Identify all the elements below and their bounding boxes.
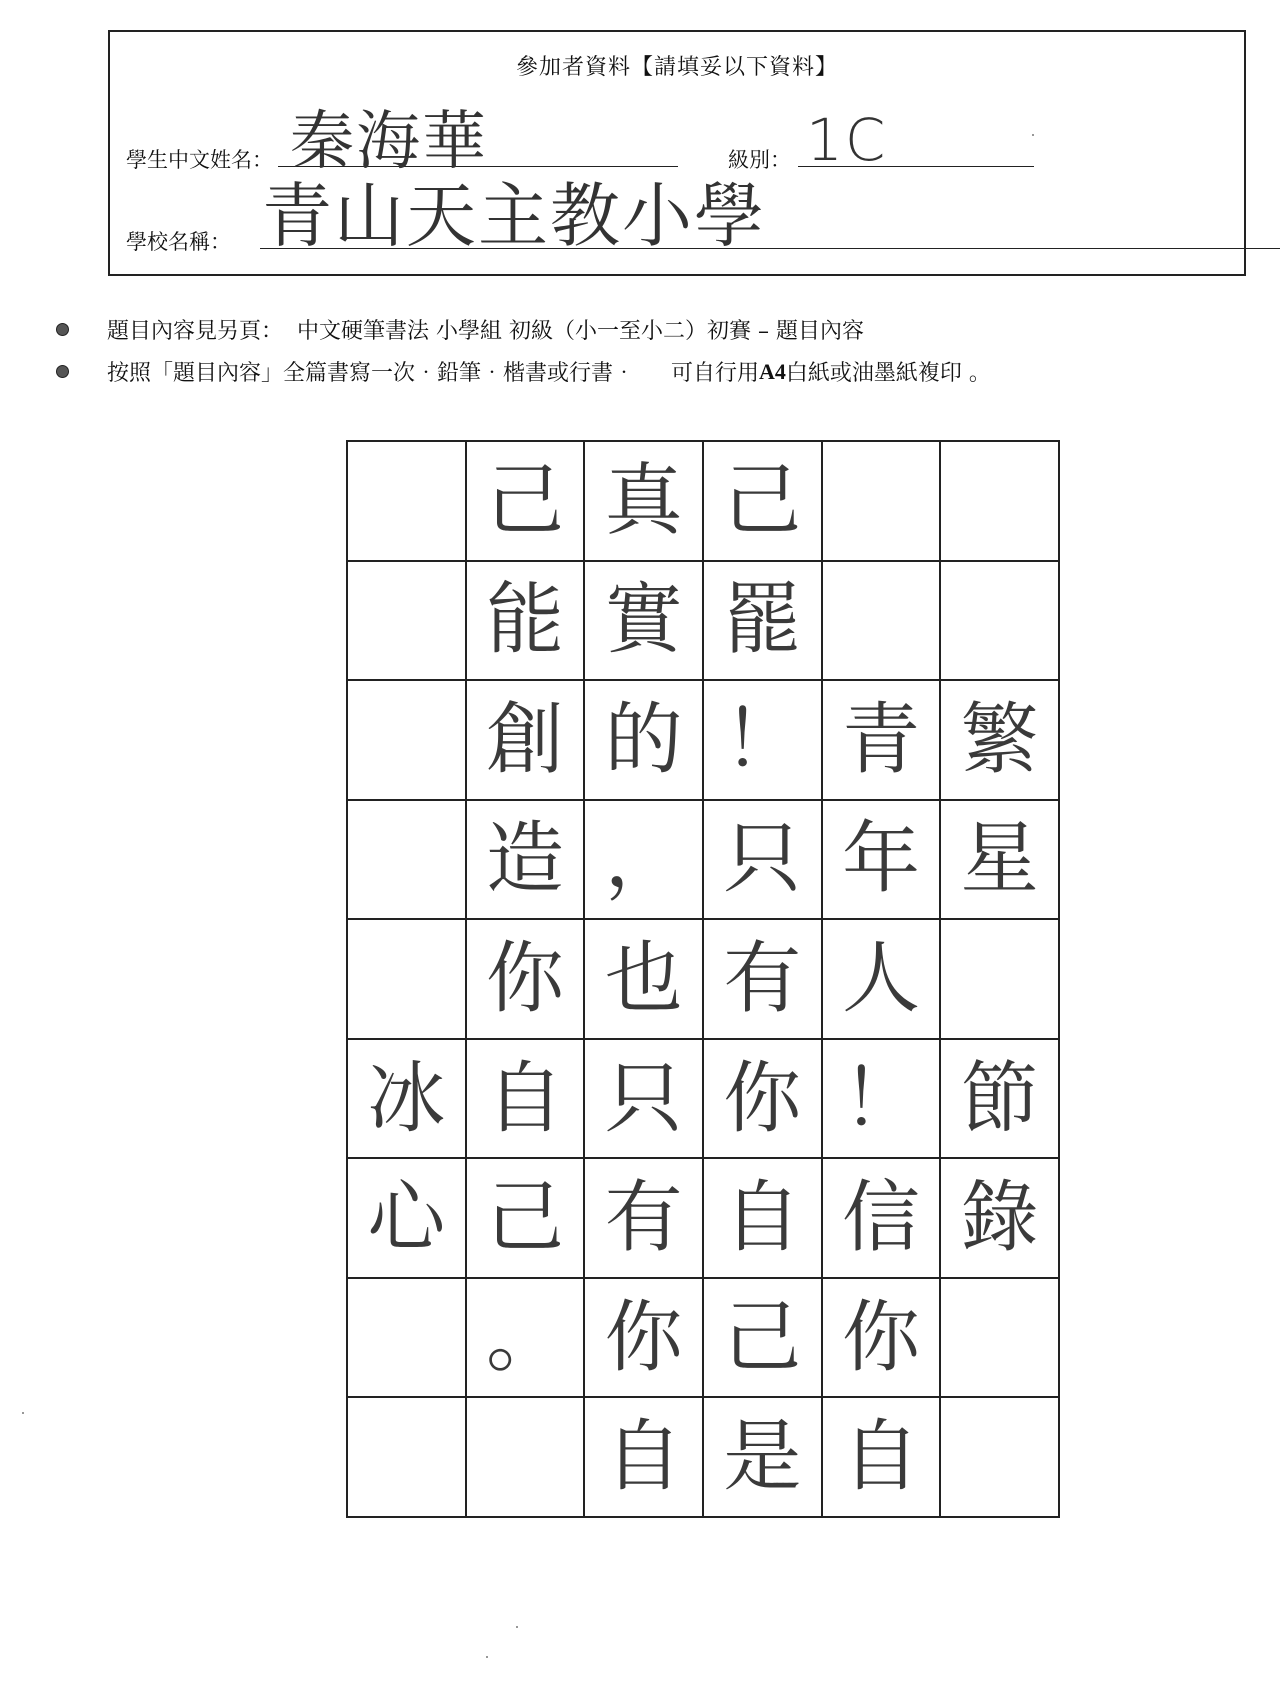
grid-cell [347,680,466,800]
grid-cell: 有 [584,1158,703,1278]
grid-cell [940,1397,1059,1517]
grid-row [347,919,1059,1039]
instruction-1-text: 中文硬筆書法 小學組 初級（小一至小二）初賽 – 題目內容 [297,319,864,344]
grid-cell: 自 [703,1158,822,1278]
grid-cell [822,561,941,681]
grid-cell: 你 [584,1278,703,1398]
scan-speck [1032,134,1034,136]
grid-cell: 能 [466,561,585,681]
grid-cell: 你 [466,919,585,1039]
grid-row [347,1278,1059,1398]
grid-cell [940,441,1059,561]
grid-cell: 星 [940,800,1059,920]
grid-row [347,680,1059,800]
instruction-2-suffix: 白紙或油墨紙複印 。 [785,361,991,386]
grid-cell [347,919,466,1039]
student-name-label: 學生中文姓名： [126,148,273,172]
grid-cell: 自 [584,1397,703,1517]
grid-cell: 真 [584,441,703,561]
school-label: 學校名稱： [126,230,231,254]
grid-row [347,1039,1059,1159]
grid-cell [347,441,466,561]
grid-row [347,441,1059,561]
grid-row [347,1397,1059,1517]
grid-cell: 繁 [940,680,1059,800]
grid-cell [347,800,466,920]
grid-cell [347,561,466,681]
school-value: 青山天主教小學 [262,175,766,257]
grid-cell: 的 [584,680,703,800]
grid-row [347,800,1059,920]
grid-row [347,561,1059,681]
grid-cell: 。 [466,1278,585,1398]
grid-cell: 冰 [347,1039,466,1159]
grid-cell: 也 [584,919,703,1039]
grid-cell: 你 [822,1278,941,1398]
grid-cell: ！ [703,680,822,800]
grid-cell: 節 [940,1039,1059,1159]
grid-cell: 只 [703,800,822,920]
student-name-value: 秦海華 [290,105,488,179]
grid-cell [822,441,941,561]
instruction-2-bold: A4 [759,358,786,384]
instruction-2-prefix: 按照「題目內容」全篇書寫一次‧鉛筆‧楷書或行書‧ [107,361,636,386]
grid-cell: 只 [584,1039,703,1159]
grid-cell: 罷 [703,561,822,681]
grid-cell: 年 [822,800,941,920]
writing-grid-table [346,440,1060,1518]
info-title: 參加者資料【請填妥以下資料】 [515,55,838,80]
instruction-2 [56,356,991,387]
class-value: 1C [806,106,888,174]
grid-cell: 己 [466,441,585,561]
grid-cell: 己 [703,441,822,561]
grid-cell: 青 [822,680,941,800]
grid-cell: 錄 [940,1158,1059,1278]
instruction-1-prefix: 題目內容見另頁： [107,319,284,344]
bullet-icon [56,323,69,336]
grid-row [347,1158,1059,1278]
grid-cell: 造 [466,800,585,920]
grid-cell [466,1397,585,1517]
scan-speck [22,1412,24,1414]
instruction-1 [56,314,864,345]
participant-info-box [108,30,1246,276]
grid-cell: 創 [466,680,585,800]
class-label: 級別： [728,148,791,172]
grid-cell: 實 [584,561,703,681]
grid-cell: ！ [822,1039,941,1159]
grid-cell [940,561,1059,681]
grid-cell [940,919,1059,1039]
grid-cell: ， [584,800,703,920]
grid-cell: 你 [703,1039,822,1159]
grid-cell [347,1397,466,1517]
grid-cell: 心 [347,1158,466,1278]
grid-cell: 己 [703,1278,822,1398]
bullet-icon [56,365,69,378]
grid-cell: 信 [822,1158,941,1278]
grid-cell: 自 [822,1397,941,1517]
grid-cell: 有 [703,919,822,1039]
scan-speck [486,1656,488,1658]
writing-grid [346,440,1060,1518]
instruction-2-text: 可自行用 [671,361,760,386]
grid-cell: 人 [822,919,941,1039]
scan-speck [516,1626,518,1628]
grid-cell [940,1278,1059,1398]
grid-cell: 是 [703,1397,822,1517]
grid-cell: 自 [466,1039,585,1159]
grid-cell: 己 [466,1158,585,1278]
grid-cell [347,1278,466,1398]
